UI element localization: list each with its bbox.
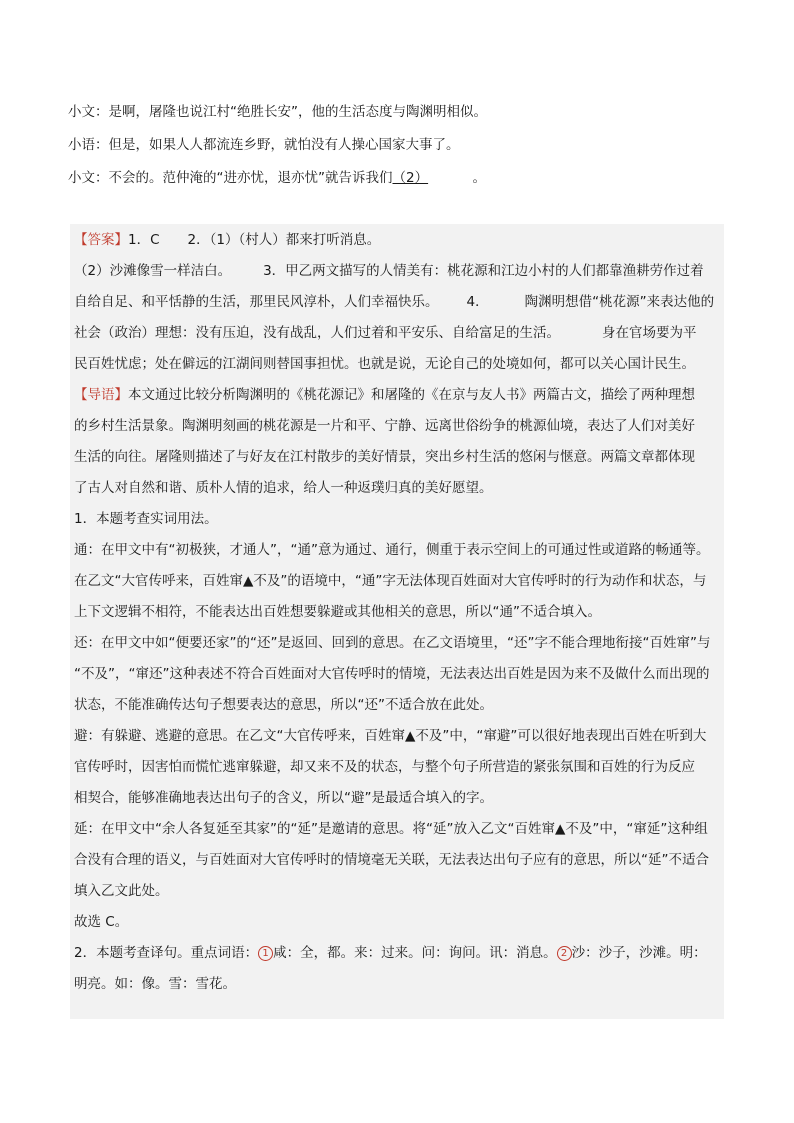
guide-line-4: 了古人对自然和谐、质朴人情的追求，给人一种返璞归真的美好愿望。 <box>74 480 493 496</box>
explain-line: 延：在甲文中“余人各复延至其家”的“延”是邀请的意思。将“延”放入乙文“百姓窜▲不及”中，“窜延”这种组 <box>74 821 708 837</box>
explain-line: 状态，不能准确传达句子想要表达的意思，所以“还”不适合放在此处。 <box>74 697 493 713</box>
explain-line: 明亮。如：像。雪：雪花。 <box>74 976 236 992</box>
answer-line-3: 自给自足、和平恬静的生活，那里民风淳朴，人们幸福快乐。 4． 陶渊明想借“桃花源”来表达他的 <box>74 294 715 310</box>
dialogue-line-3 <box>68 168 728 188</box>
explain-line: 官传呼时，因害怕而慌忙逃窜躲避，却又来不及的状态，与整个句子所营造的紧张氛围和百姓的行为反应 <box>74 759 695 775</box>
answer-line-5: 民百姓忧虑；处在僻远的江湖间则替国事担忧。也就是说，无论自己的处境如何，都可以关心国计民生。 <box>74 356 695 372</box>
circled-number-1: 1 <box>258 946 273 961</box>
explain-heading-2: 2．本题考查译句。重点词语： 1 咸：全，都。来：过来。问：询问。讯：消息。 2 沙：沙子，沙滩。明： <box>74 945 707 961</box>
guide-line-1: 【导语】本文通过比较分析陶渊明的《桃花源记》和屠隆的《在京与友人书》两篇古文，描绘了两种理想 <box>74 387 695 403</box>
circled-number-2: 2 <box>557 946 572 961</box>
explain-line: 避：有躲避、逃避的意思。在乙文“大官传呼来，百姓窜▲不及”中，“窜避”可以很好地表现出百姓在听到大 <box>74 728 707 744</box>
explain-line: 填入乙文此处。 <box>74 883 169 899</box>
answer-line-1: 【答案】1．C 2．（1）（村人）都来打听消息。 <box>74 232 381 248</box>
answer-tag: 【答案】 <box>74 232 128 248</box>
dialogue-line-2: 小语：但是，如果人人都流连乡野，就怕没有人操心国家大事了。 <box>68 137 460 153</box>
explain-line: 合没有合理的语义，与百姓面对大官传呼时的情境毫无关联，无法表达出句子应有的意思，所以“延”不适合 <box>74 852 709 868</box>
dialogue-line-1: 小文：是啊，屠隆也说江村“绝胜长安”，他的生活态度与陶渊明相似。 <box>68 104 487 120</box>
dialogue-line-3-end: 。 <box>472 170 486 186</box>
explain-line: 通：在甲文中有“初极狭，才通人”，“通”意为通过、通行，侧重于表示空间上的可通过性或道路的畅通等。 <box>74 542 710 558</box>
explain-line: “不及”，“窜还”这种表述不符合百姓面对大官传呼时的情境，无法表达出百姓是因为来不及做什么而出现的 <box>74 666 710 682</box>
explain-heading-1: 1．本题考查实词用法。 <box>74 511 218 527</box>
explain-line: 相契合，能够准确地表达出句子的含义，所以“避”是最适合填入的字。 <box>74 790 493 806</box>
dialogue-line-3-text: 小文：不会的。范仲淹的“进亦忧，退亦忧”就告诉我们 <box>68 170 393 186</box>
answer-panel <box>70 224 724 1019</box>
answer-line-4: 社会（政治）理想：没有压迫，没有战乱，人们过着和平安乐、自给富足的生活。 身在官场要为平 <box>74 325 697 341</box>
guide-line-3: 生活的向往。屠隆则描述了与好友在江村散步的美好情景，突出乡村生活的悠闲与惬意。两篇文章都体现 <box>74 449 695 465</box>
explain-line: 在乙文“大官传呼来，百姓窜▲不及”的语境中，“通”字无法体现百姓面对大官传呼时的行为动作和状态，与 <box>74 573 707 589</box>
explain-line: 还：在甲文中如“便要还家”的“还”是返回、回到的意思。在乙文语境里，“还”字不能合理地衔接“百姓窜”与 <box>74 635 711 651</box>
guide-line-2: 的乡村生活景象。陶渊明刻画的桃花源是一片和平、宁静、远离世俗纷争的桃源仙境，表达了人们对美好 <box>74 418 695 434</box>
explain-line: 上下文逻辑不相符，不能表达出百姓想要躲避或其他相关的意思，所以“通”不适合填入。 <box>74 604 601 620</box>
fill-in-blank: （2） <box>392 170 429 186</box>
answer-line-2: （2）沙滩像雪一样洁白。 3．甲乙两文描写的人情美有：桃花源和江边小村的人们都靠渔耕劳作过着 <box>74 263 704 279</box>
guide-tag: 【导语】 <box>74 387 128 403</box>
answer-choice: 故选 C。 <box>74 914 129 930</box>
